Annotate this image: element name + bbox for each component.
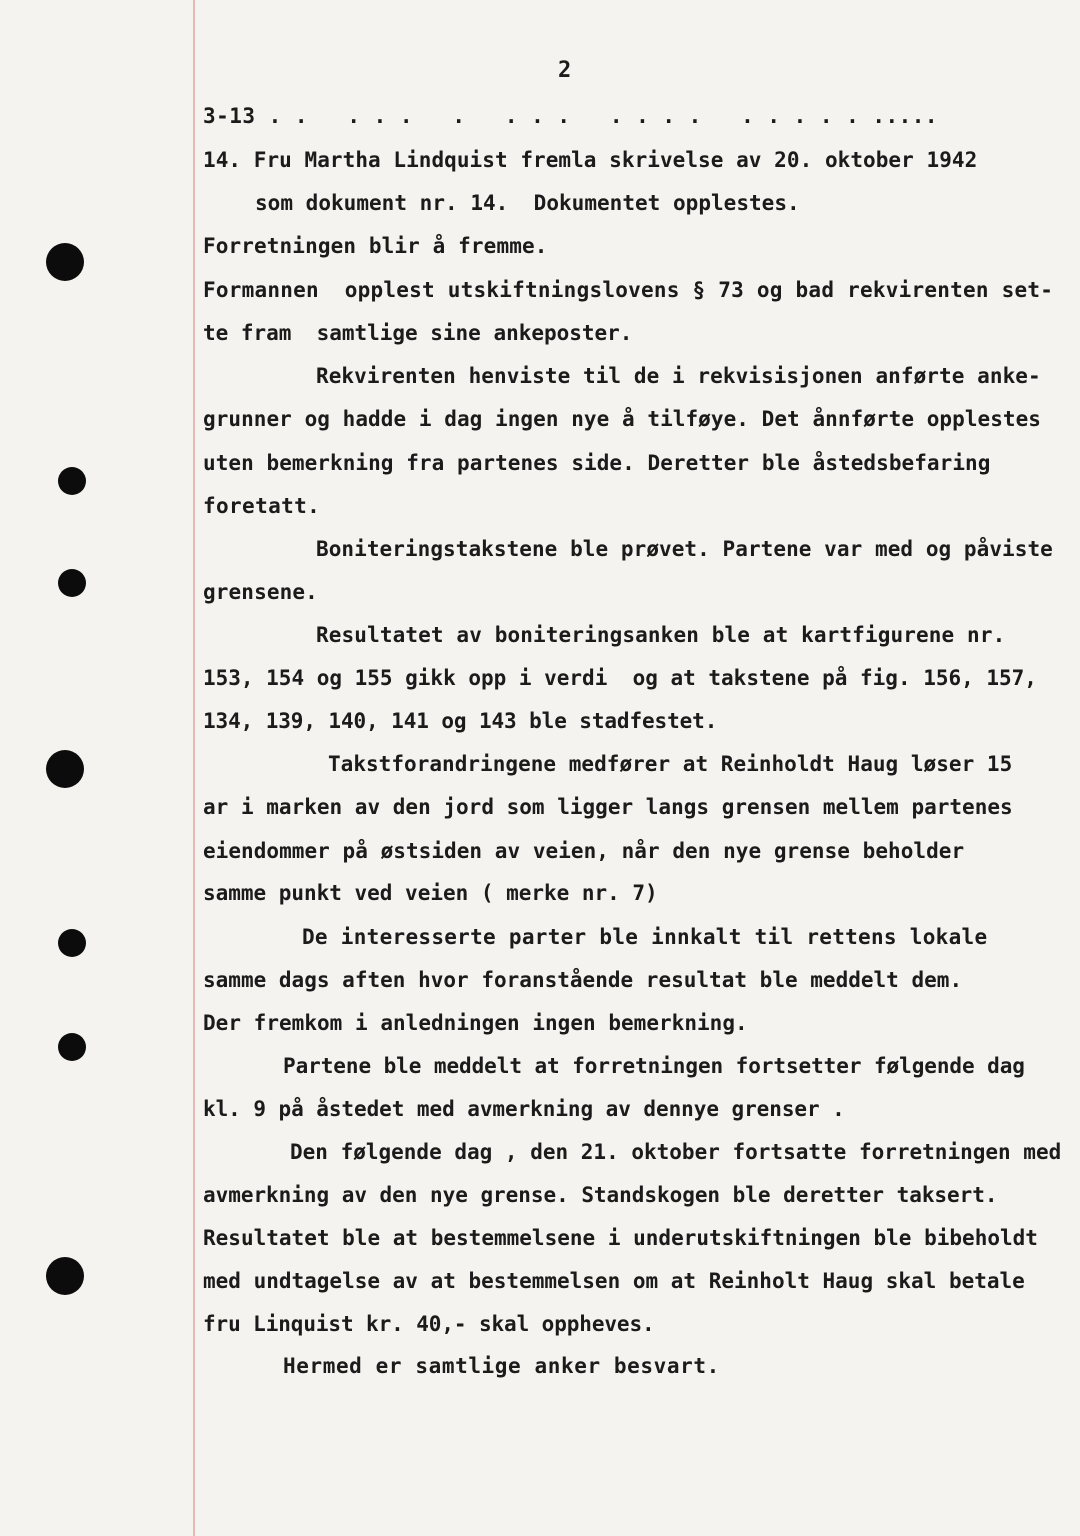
text-line: Der fremkom i anledningen ingen bemerkning. (203, 1011, 748, 1035)
text-line: De interesserte parter ble innkalt til rettens lokale (302, 925, 988, 949)
text-line: uten bemerkning fra partenes side. Deretter ble åstedsbefaring (203, 451, 991, 475)
text-line: Takstforandringene medfører at Reinholdt Haug løser 15 (328, 752, 1013, 776)
text-line: kl. 9 på åstedet med avmerkning av dennye grenser . (203, 1097, 845, 1121)
text-line: Hermed er samtlige anker besvart. (283, 1354, 720, 1378)
punch-hole (46, 1257, 84, 1295)
punch-hole (58, 929, 86, 957)
text-line: 14. Fru Martha Lindquist fremla skrivelse av 20. oktober 1942 (203, 148, 978, 172)
text-line: som dokument nr. 14. Dokumentet opplestes. (255, 191, 800, 215)
text-line: Resultatet av boniteringsanken ble at kartfigurene nr. (316, 623, 1006, 647)
text-line: samme punkt ved veien ( merke nr. 7) (203, 881, 658, 905)
text-line: Partene ble meddelt at forretningen fortsetter følgende dag (283, 1054, 1025, 1078)
text-line: Formannen opplest utskiftningslovens § 73 og bad rekvirenten set- (203, 278, 1054, 302)
text-line: Boniteringstakstene ble prøvet. Partene var med og påviste (316, 537, 1053, 561)
text-line: Forretningen blir å fremme. (203, 234, 548, 258)
punch-hole (46, 243, 84, 281)
text-line: 3-13 . . . . . . . . . . . . . . . . . . ..... (203, 104, 938, 128)
text-line: med undtagelse av at bestemmelsen om at Reinholt Haug skal betale (203, 1269, 1025, 1293)
text-line: Resultatet ble at bestemmelsene i underutskiftningen ble bibeholdt (203, 1226, 1038, 1250)
punch-hole (58, 1033, 86, 1061)
text-line: Rekvirenten henviste til de i rekvisisjonen anførte anke- (316, 364, 1041, 388)
text-line: 153, 154 og 155 gikk opp i verdi og at takstene på fig. 156, 157, (203, 666, 1037, 690)
text-line: fru Linquist kr. 40,- skal oppheves. (203, 1312, 655, 1336)
punch-hole (58, 569, 86, 597)
text-line: avmerkning av den nye grense. Standskogen ble deretter taksert. (203, 1183, 998, 1207)
text-line: grensene. (203, 580, 318, 604)
text-line: foretatt. (203, 494, 321, 518)
text-line: samme dags aften hvor foranstående resultat ble meddelt dem. (203, 968, 963, 992)
text-line: te fram samtlige sine ankeposter. (203, 321, 633, 345)
margin-rule (193, 0, 195, 1536)
text-line: grunner og hadde i dag ingen nye å tilføye. Det ånnførte opplestes (203, 407, 1041, 431)
punch-hole (58, 467, 86, 495)
text-line: eiendommer på østsiden av veien, når den nye grense beholder (203, 839, 965, 863)
text-line: Den følgende dag , den 21. oktober fortsatte forretningen med (290, 1140, 1062, 1164)
page-number: 2 (558, 58, 572, 83)
punch-hole (46, 750, 84, 788)
text-line: ar i marken av den jord som ligger langs grensen mellem partenes (203, 795, 1013, 819)
text-line: 134, 139, 140, 141 og 143 ble stadfestet. (203, 709, 718, 733)
